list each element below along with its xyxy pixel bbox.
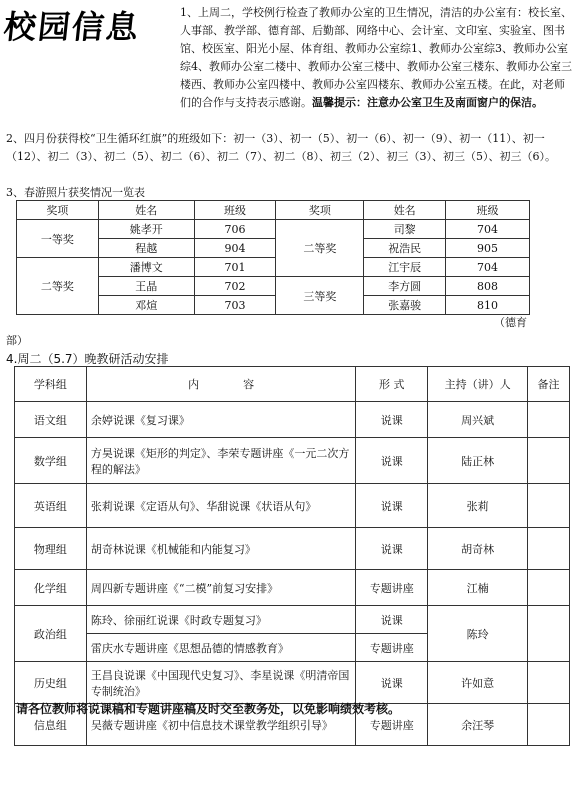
header-award: 奖项: [17, 201, 99, 220]
name-cell: 程越: [98, 239, 194, 258]
name-cell: 李方圆: [364, 277, 446, 296]
item1-text: 1、上周二，学校例行检查了教师办公室的卫生情况，清洁的办公室有：校长室、人事部、教学部、德育部、后勤部、网络中心、会计室、文印室、实验室、图书馆、校医室、阳光小屋、体育组、教师办公室综1、教师办公室综3、教师办公室综4、教师办公室二楼中、教师办公室三楼中、教师办公室三楼东、教师办公室三楼西、教师办公室四楼中、教师办公室四楼东、教师办公室五楼。在此，对老师们的合作与支持表示感谢。: [180, 6, 572, 109]
item4-heading: 4.周二（5.7）晚教研活动安排: [6, 352, 169, 366]
host-cell: 陈玲: [428, 606, 528, 662]
name-cell: 姚孝开: [98, 220, 194, 239]
table-row: [15, 570, 570, 606]
form-cell: 说课: [356, 528, 428, 570]
form-cell: 说课: [356, 662, 428, 704]
name-cell: 潘博文: [98, 258, 194, 277]
item2-paragraph: 2、四月份获得校“卫生循环红旗”的班级如下：初一（3）、初一（5）、初一（6）、初一（9）、初一（11）、初一（12）、初二（3）、初二（5）、初二（6）、初二（7）、初二（8）、初三（2）、初三（3）、初三（5）、初三（6）。: [6, 132, 556, 163]
host-cell: 许如意: [428, 662, 528, 704]
content-cell: 周四新专题讲座《“二模”前复习安排》: [86, 570, 355, 606]
class-cell: 706: [194, 220, 276, 239]
note-cell: [528, 662, 570, 704]
class-cell: 904: [194, 239, 276, 258]
class-cell: 703: [194, 296, 276, 315]
content-cell: 余婷说课《复习课》: [86, 402, 355, 438]
form-cell: 说课: [356, 484, 428, 528]
form-cell: 说课: [356, 402, 428, 438]
table-row: [17, 220, 530, 239]
content-cell: 吴薇专题讲座《初中信息技术课堂教学组织引导》: [86, 704, 355, 746]
note-cell: [528, 606, 570, 662]
content-cell: 胡奇林说课《机械能和内能复习》: [86, 528, 355, 570]
note-cell: [528, 484, 570, 528]
class-cell: 704: [446, 220, 530, 239]
note-cell: [528, 570, 570, 606]
header-group: 学科组: [15, 367, 87, 402]
header-content: 内 容: [86, 367, 355, 402]
award-cell: 二等奖: [276, 220, 364, 277]
form-cell: 专题讲座: [356, 634, 428, 662]
class-cell: 704: [446, 258, 530, 277]
masthead-title: 校园信息: [2, 8, 143, 46]
header-name: 姓名: [364, 201, 446, 220]
form-cell: 说课: [356, 438, 428, 484]
host-cell: 张莉: [428, 484, 528, 528]
name-cell: 江宇辰: [364, 258, 446, 277]
item1-emphasis: 温馨提示：注意办公室卫生及南面窗户的保洁。: [312, 96, 543, 109]
schedule-table: [14, 366, 570, 746]
table-row: [15, 438, 570, 484]
group-cell: 政治组: [15, 606, 87, 662]
content-cell: 张莉说课《定语从句》、华甜说课《状语从句》: [86, 484, 355, 528]
award-cell: 一等奖: [17, 220, 99, 258]
group-cell: 历史组: [15, 662, 87, 704]
name-cell: 张嘉骏: [364, 296, 446, 315]
host-cell: 胡奇林: [428, 528, 528, 570]
table-row: [15, 606, 570, 634]
content-cell: 雷庆水专题讲座《思想品德的情感教育》: [86, 634, 355, 662]
content-cell: 王昌良说课《中国现代史复习》、李星说课《明清帝国专制统治》: [86, 662, 355, 704]
table-row: [15, 484, 570, 528]
group-cell: 信息组: [15, 704, 87, 746]
item3-heading: 3、春游照片获奖情况一览表: [6, 186, 145, 199]
class-cell: 808: [446, 277, 530, 296]
table-row: [15, 402, 570, 438]
name-cell: 祝浩民: [364, 239, 446, 258]
header-form: 形 式: [356, 367, 428, 402]
name-cell: 王晶: [98, 277, 194, 296]
award-cell: 二等奖: [17, 258, 99, 315]
header-class: 班级: [194, 201, 276, 220]
header-name: 姓名: [98, 201, 194, 220]
group-cell: 物理组: [15, 528, 87, 570]
content-cell: 陈玲、徐丽红说课《时政专题复习》: [86, 606, 355, 634]
award-table-header: [17, 201, 530, 220]
dept-signature-close: 部）: [6, 334, 28, 347]
note-cell: [528, 402, 570, 438]
class-cell: 701: [194, 258, 276, 277]
host-cell: 陆正林: [428, 438, 528, 484]
note-cell: [528, 528, 570, 570]
host-cell: 江楠: [428, 570, 528, 606]
class-cell: 702: [194, 277, 276, 296]
group-cell: 语文组: [15, 402, 87, 438]
table-row: [15, 528, 570, 570]
schedule-table-header: [15, 367, 570, 402]
header-note: 备注: [528, 367, 570, 402]
form-cell: 专题讲座: [356, 570, 428, 606]
name-cell: 邓煊: [98, 296, 194, 315]
form-cell: 专题讲座: [356, 704, 428, 746]
dept-signature-open: （德育: [494, 316, 527, 329]
award-cell: 三等奖: [276, 277, 364, 315]
host-cell: 余汪琴: [428, 704, 528, 746]
note-cell: [528, 438, 570, 484]
header-class: 班级: [446, 201, 530, 220]
group-cell: 英语组: [15, 484, 87, 528]
name-cell: 司黎: [364, 220, 446, 239]
item1-paragraph: [180, 4, 575, 112]
class-cell: 810: [446, 296, 530, 315]
header-award: 奖项: [276, 201, 364, 220]
group-cell: 数学组: [15, 438, 87, 484]
group-cell: 化学组: [15, 570, 87, 606]
table-row: [17, 258, 530, 277]
footer-notice: 请各位教师将说课稿和专题讲座稿及时交至教务处，以免影响绩效考核。: [16, 702, 401, 716]
class-cell: 905: [446, 239, 530, 258]
header-host: 主持（讲）人: [428, 367, 528, 402]
content-cell: 方昊说课《矩形的判定》、李荣专题讲座《一元二次方程的解法》: [86, 438, 355, 484]
table-row: [15, 662, 570, 704]
award-table: [16, 200, 530, 315]
form-cell: 说课: [356, 606, 428, 634]
host-cell: 周兴斌: [428, 402, 528, 438]
